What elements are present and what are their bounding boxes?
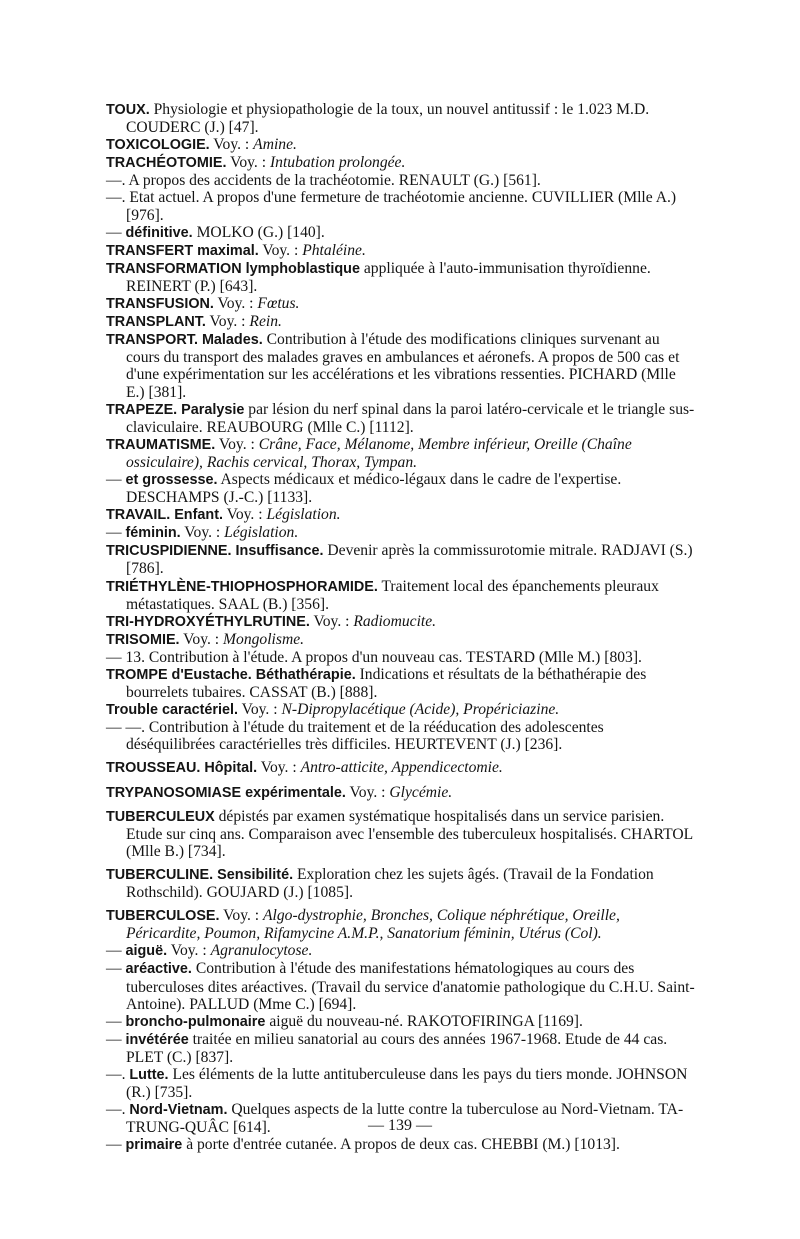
entry-heading: féminin.	[125, 525, 181, 542]
entry-text: Aspects médicaux et médico-légaux dans le cadre de l'expertise. DESCHAMPS (J.-C.) [1133].	[126, 470, 622, 507]
entry-heading: TRANSFORMATION lymphoblastique	[106, 260, 360, 277]
entry-text: Devenir après la commissurotomie mitrale. RADJAVI (S.) [786].	[126, 542, 693, 578]
index-entry	[106, 242, 696, 260]
entry-text: —	[106, 524, 126, 542]
entry-heading: aréactive.	[125, 961, 192, 978]
entry-text: Voy. :	[179, 630, 224, 648]
entry-text: Voy. :	[345, 783, 390, 801]
entry-heading: TRANSPORT. Malades.	[106, 332, 263, 349]
entry-text: Voy. :	[222, 506, 267, 524]
entry-heading: invétérée	[125, 1031, 189, 1048]
entry-heading: et grossesse.	[125, 471, 218, 488]
index-entry	[106, 808, 696, 860]
entry-heading: TRIÉTHYLÈNE-THIOPHOSPHORAMIDE.	[106, 578, 378, 595]
entry-text: Voy. :	[258, 241, 303, 259]
index-entry	[106, 260, 696, 295]
entry-text: —. Etat actuel. A propos d'une fermeture de trachéotomie ancienne. CUVILLIER (Mlle A.) [976].	[106, 189, 677, 224]
index-entry	[106, 1031, 696, 1066]
entry-text: Voy. :	[205, 313, 250, 331]
entry-text: — —. Contribution à l'étude du traitement et de la rééducation des adolescentes déséquilibrées caractérielles très difficiles. HEURTEVENT (J.) [236].	[106, 719, 604, 754]
index-entry	[106, 154, 696, 172]
entry-text: — 13. Contribution à l'étude. A propos d'un nouveau cas. TESTARD (Mlle M.) [803].	[106, 648, 642, 666]
entry-text: —	[106, 960, 126, 978]
entry-text: Contribution à l'étude des modifications cliniques survenant au cours du transport des malades graves en ambulances et aéronefs. A propos de 500 cas et d'une expérimentation sur les accélérations et les vibrations ressenties. PICHARD (Mlle E.) [381].	[126, 331, 680, 401]
index-entry	[106, 1136, 696, 1154]
index-entry	[106, 631, 696, 649]
entry-text: par lésion du nerf spinal dans la paroi latéro-cervicale et le triangle sus-claviculaire. REAUBOURG (Mlle C.) [1112].	[126, 400, 695, 436]
entry-heading: TUBERCULEUX	[106, 808, 215, 825]
entry-heading: définitive.	[125, 224, 193, 241]
entry-crossref: Crâne, Face, Mélanome, Membre inférieur, Oreille (Chaîne ossiculaire), Rachis cervical, Thorax, Tympan.	[126, 435, 632, 471]
entry-heading: aiguë.	[125, 943, 168, 960]
entry-heading: broncho-pulmonaire	[125, 1013, 266, 1030]
entry-text: Voy. :	[226, 154, 270, 172]
entry-crossref: Mongolisme.	[223, 630, 305, 648]
entry-text: Indications et résultats de la béthathérapie des bourrelets tubaires. CASSAT (B.) [888].	[126, 666, 647, 702]
index-entry	[106, 578, 696, 613]
entry-heading: TRANSFERT maximal.	[106, 242, 259, 259]
index-entry	[106, 524, 696, 542]
index-entry	[106, 471, 696, 506]
index-entry	[106, 613, 696, 631]
entry-crossref: Glycémie.	[389, 783, 453, 801]
entry-crossref: N-Dipropylacétique (Acide), Propériciazine.	[281, 701, 560, 719]
entry-crossref: Agranulocytose.	[210, 942, 313, 960]
entry-heading: TRAUMATISME.	[106, 436, 216, 453]
index-entry	[106, 295, 696, 313]
entry-heading: TOUX.	[106, 102, 150, 118]
index-entry	[106, 101, 696, 136]
entry-crossref: Législation.	[266, 506, 341, 524]
entry-crossref: Phtaléine.	[302, 241, 366, 259]
index-entry	[106, 649, 696, 666]
index-entry	[106, 759, 696, 777]
entry-text: Voy. :	[237, 701, 282, 719]
page-number: — 139 —	[368, 1117, 432, 1134]
entry-heading: TROUSSEAU. Hôpital.	[106, 760, 258, 777]
index-entry	[106, 313, 696, 331]
entry-text: MOLKO (G.) [140].	[192, 223, 325, 241]
index-entry	[106, 1013, 696, 1031]
entry-text: Quelques aspects de la lutte contre la tuberculose au Nord-Vietnam. TA-TRUNG-QUÂC [614].	[126, 1101, 684, 1137]
entry-crossref: Antro-atticite, Appendicectomie.	[300, 759, 503, 777]
entry-heading: Nord-Vietnam.	[129, 1102, 228, 1119]
index-entry	[106, 784, 696, 802]
entry-text: Les éléments de la lutte antituberculeuse dans les pays du tiers monde. JOHNSON (R.) [735].	[126, 1065, 688, 1102]
index-entry	[106, 189, 696, 223]
entry-text: —	[106, 223, 126, 241]
entry-text: —.	[106, 1101, 130, 1119]
entry-text: Voy. :	[209, 136, 254, 154]
entry-text: à porte d'entrée cutanée. A propos de deux cas. CHEBBI (M.) [1013].	[182, 1136, 620, 1154]
entry-text: Voy. :	[213, 295, 258, 313]
entry-crossref: Fœtus.	[257, 295, 300, 313]
entry-text: Voy. :	[309, 612, 354, 630]
entry-heading: Lutte.	[129, 1066, 169, 1083]
entry-heading: Trouble caractériel.	[106, 702, 238, 719]
entry-crossref: Radiomucite.	[353, 612, 437, 630]
entry-heading: TROMPE d'Eustache. Béthathérapie.	[106, 667, 356, 683]
entry-text: Voy. :	[167, 942, 211, 960]
index-entry	[106, 719, 696, 753]
entry-crossref: Amine.	[253, 136, 297, 154]
entry-heading: TUBERCULINE. Sensibilité.	[106, 866, 294, 883]
entry-text: Voy. :	[180, 524, 225, 542]
index-entry	[106, 960, 696, 1012]
index-entry	[106, 401, 696, 436]
entry-heading: TRANSPLANT.	[106, 314, 206, 331]
index-entry	[106, 542, 696, 577]
entry-heading: TRANSFUSION.	[106, 296, 214, 313]
index-entry	[106, 436, 696, 471]
entry-heading: TRACHÉOTOMIE.	[106, 155, 227, 172]
entry-heading: TUBERCULOSE.	[106, 908, 220, 925]
entry-heading: primaire	[125, 1137, 183, 1154]
index-entry	[106, 136, 696, 154]
entry-heading: TRYPANOSOMIASE expérimentale.	[106, 784, 346, 801]
entry-heading: TRICUSPIDIENNE. Insuffisance.	[106, 543, 324, 560]
entry-text: Exploration chez les sujets âgés. (Travail de la Fondation Rothschild). GOUJARD (J.) [1085].	[126, 865, 654, 902]
entry-crossref: Législation.	[224, 524, 299, 542]
index-entry	[106, 172, 696, 189]
index-entry	[106, 506, 696, 524]
entry-text: appliquée à l'auto-immunisation thyroïdienne. REINERT (P.) [643].	[126, 259, 651, 295]
entry-crossref: Rein.	[249, 313, 282, 331]
index-entry	[106, 331, 696, 400]
entry-text: Contribution à l'étude des manifestations hématologiques au cours des tuberculoses dites aréactives. (Travail du service d'anatomie pathologique du C.H.U. Saint-Antoine). PALLUD (Mme C.) [694].	[126, 960, 695, 1013]
index-entry	[106, 1066, 696, 1101]
entry-text: —	[106, 1012, 126, 1030]
index-entry	[106, 907, 696, 942]
entry-text: —	[106, 1030, 126, 1048]
entry-text: —.	[106, 1065, 130, 1083]
entry-heading: TRAVAIL. Enfant.	[106, 507, 223, 524]
entry-text: traitée en milieu sanatorial au cours des années 1967-1968. Etude de 44 cas. PLET (C.) [837].	[126, 1030, 668, 1066]
index-entry	[106, 866, 696, 901]
index-entry	[106, 224, 696, 242]
entry-heading: TOXICOLOGIE.	[106, 137, 210, 154]
entry-text: —	[106, 470, 126, 488]
entry-crossref: Algo-dystrophie, Bronches, Colique néphrétique, Oreille, Péricardite, Poumon, Rifamycine A.M.P., Sanatorium féminin, Utérus (Col).	[126, 907, 620, 943]
entry-text: Traitement local des épanchements pleuraux métastatiques. SAAL (B.) [356].	[126, 577, 659, 613]
entry-text: dépistés par examen systématique hospitalisés dans un service parisien. Etude sur cinq ans. Comparaison avec l'ensemble des tuberculeux hospitalisés. CHARTOL (Mlle B.) [734].	[126, 807, 693, 860]
entry-text: Physiologie et physiopathologie de la toux, un nouvel antitussif : le 1.023 M.D. COUDERC (J.) [47].	[126, 101, 650, 137]
entry-text: —	[106, 1136, 126, 1154]
entry-text: Voy. :	[215, 435, 259, 453]
entry-heading: TRI-HYDROXYÉTHYLRUTINE.	[106, 613, 310, 630]
entry-text: aiguë du nouveau-né. RAKOTOFIRINGA [1169].	[265, 1012, 583, 1030]
index-entry	[106, 942, 696, 960]
entry-heading: TRAPEZE. Paralysie	[106, 401, 245, 418]
index-entry	[106, 701, 696, 719]
index-page	[106, 101, 696, 1154]
index-entry	[106, 666, 696, 701]
entry-text: Voy. :	[219, 907, 264, 925]
entry-text: —. A propos des accidents de la trachéotomie. RENAULT (G.) [561].	[106, 172, 541, 190]
entry-text: —	[106, 942, 126, 960]
entry-text: Voy. :	[257, 759, 301, 777]
entry-heading: TRISOMIE.	[106, 631, 180, 648]
entry-crossref: Intubation prolongée.	[269, 154, 406, 172]
